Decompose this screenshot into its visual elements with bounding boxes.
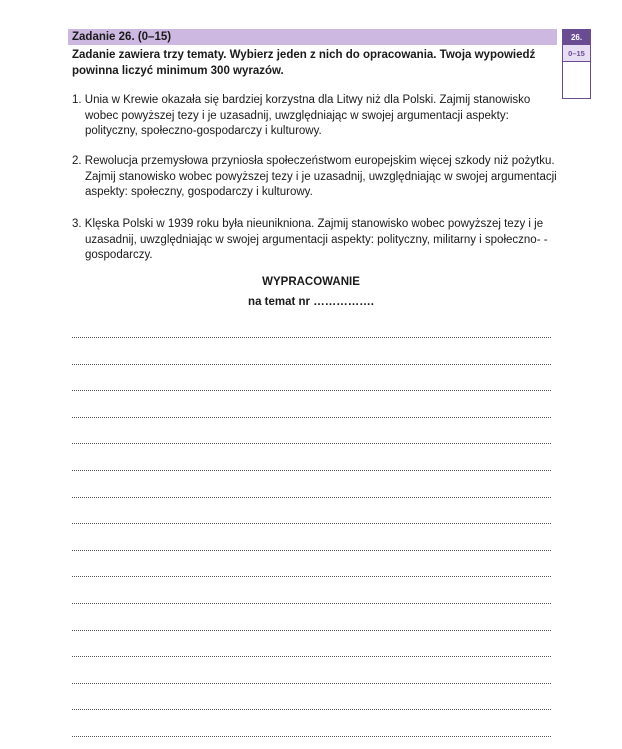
- topic-2-text: 2. Rewolucja przemysłowa przyniosła społeczeństwom europejskim więcej szkody niż pożytku. Zajmij stanowisko wobec powyższej tezy i je uzasadnij, uwzględniając w swojej argumentacji aspekty: społeczny, gospodarczy i kulturowy.: [72, 155, 557, 198]
- task-instructions: Zadanie zawiera trzy tematy. Wybierz jeden z nich do opracowania. Twoja wypowiedź powinna liczyć minimum 300 wyrazów.: [72, 49, 536, 77]
- writing-line[interactable]: [72, 417, 551, 418]
- writing-line[interactable]: [72, 390, 551, 391]
- topic-3-text: 3. Klęska Polski w 1939 roku była nieunikniona. Zajmij stanowisko wobec powyższej tezy i je uzasadnij, uwzględniając w swojej argumentacji aspekty: polityczny, militarny i społeczno- -gospodarczy.: [72, 218, 548, 261]
- writing-line[interactable]: [72, 470, 551, 471]
- writing-line[interactable]: [72, 656, 551, 657]
- topic-1-text: 1. Unia w Krewie okazała się bardziej korzystna dla Litwy niż dla Polski. Zajmij stanowisko wobec powyższej tezy i je uzasadnij, uwzględniając w swojej argumentacji aspekty: polityczny, społeczno-gospodarczy i kulturowy.: [72, 94, 531, 137]
- task-title: Zadanie 26. (0–15): [72, 31, 172, 43]
- writing-line[interactable]: [72, 364, 551, 365]
- writing-line[interactable]: [72, 683, 551, 684]
- topic-1: [72, 93, 562, 140]
- writing-line[interactable]: [72, 709, 551, 710]
- writing-line[interactable]: [72, 736, 551, 737]
- writing-line[interactable]: [72, 497, 551, 498]
- writing-line[interactable]: [72, 603, 551, 604]
- score-box: [562, 29, 591, 99]
- topic-2: [72, 154, 562, 201]
- topic-3: [72, 217, 562, 264]
- essay-topic-number-line[interactable]: na temat nr …………….: [248, 296, 374, 308]
- writing-line[interactable]: [72, 550, 551, 551]
- writing-line[interactable]: [72, 630, 551, 631]
- writing-line[interactable]: [72, 523, 551, 524]
- essay-heading: WYPRACOWANIE: [262, 276, 360, 288]
- writing-line[interactable]: [72, 576, 551, 577]
- score-range: 0–15: [563, 45, 590, 62]
- writing-line[interactable]: [72, 337, 551, 338]
- score-task-number: 26.: [563, 30, 590, 45]
- writing-line[interactable]: [72, 443, 551, 444]
